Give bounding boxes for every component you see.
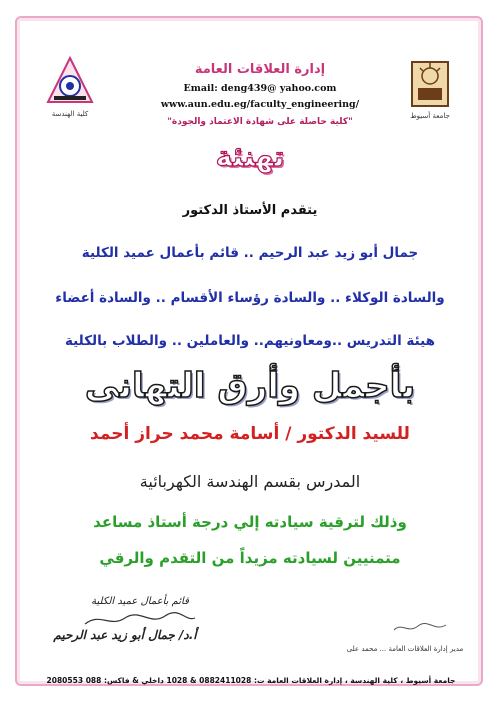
quality-slogan: "كلية حاصلة على شهادة الاعتماد والجودة" [167,117,353,127]
university-logo-caption: جامعة أسيوط [410,112,450,120]
wishes-line: متمنيين لسيادته مزيداً من التقدم والرقي [99,549,401,567]
body-line-3: هيئة التدريس ..ومعاونيهم.. والعاملين .. والطلاب بالكلية [64,333,435,349]
recipient-line: للسيد الدكتور / أسامة محمد حراز أحمد [90,424,410,444]
body-line-2: والسادة الوكلاء .. والسادة رؤساء الأقسام .. والسادة أعضاء [55,290,445,306]
faculty-logo [40,56,100,118]
office-title: إدارة العلاقات العامة [194,62,326,77]
dean-signature [80,610,200,630]
promotion-line: وذلك لترقية سيادته إلي درجة أستاذ مساعد [93,513,407,531]
pr-manager-label: مدير إدارة العلاقات العامة ... محمد على [346,645,464,653]
congratulations-heading: تهنئة [215,140,285,173]
university-logo [408,58,452,118]
footer-address: جامعة أسيوط ، كلية الهندسة ، إدارة العلاقات العامة ت: 0882411028 & 1028 داخلي & فاكس: 088 2080553 [46,676,456,685]
pr-manager-signature [390,620,450,636]
intro-line: يتقدم الأستاذ الدكتور [182,203,318,218]
greeting-banner: بأجمل وأرق التهانى [84,366,416,406]
position-line: المدرس بقسم الهندسة الكهربائية [139,472,361,491]
website-line: www.aun.edu.eg/faculty_engineering/ [160,99,360,110]
email-line: Email: deng439@ yahoo.com [183,83,337,94]
signatory-role: قائم بأعمال عميد الكلية [91,596,189,607]
body-line-1: جمال أبو زيد عبد الرحيم .. قائم بأعمال عميد الكلية [81,245,419,261]
signatory-name: أ.د/ جمال أبو زيد عبد الرحيم [53,628,197,642]
faculty-logo-caption: كلية الهندسة [51,110,89,118]
